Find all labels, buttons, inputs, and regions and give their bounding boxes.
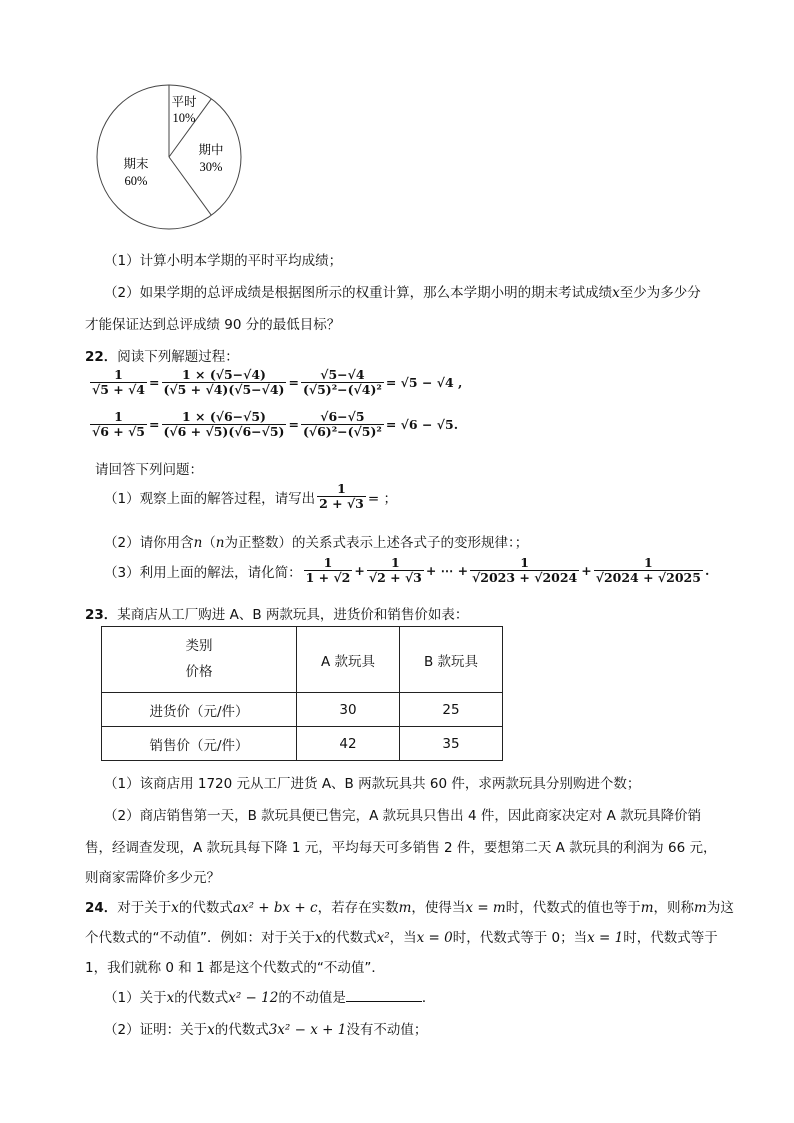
q22-part3-term3: $\frac{1}{√2023 + √2024}$ — [472, 555, 578, 586]
q22-part3-text: （3）利用上面的解法，请化简： — [104, 564, 302, 581]
q21-part1: （1）计算小明本学期的平时平均成绩； — [104, 253, 343, 269]
pie-percent-qimo: 60% — [124, 174, 148, 188]
corner-top-label: 类别 — [185, 637, 213, 654]
q22-part2: （2）请你用含n（n为正整数）的关系式表示上述各式子的变形规律：； — [104, 535, 529, 551]
q22-ask: 请回答下列问题： — [95, 462, 203, 478]
pie-label-qizhong: 期中 — [198, 143, 224, 157]
q21-part2-line1 — [104, 281, 701, 301]
pie-percent-qizhong: 30% — [199, 160, 223, 174]
col-header-a: A 款玩具 — [297, 627, 400, 693]
q22-part3: （3）利用上面的解法，请化简： $\frac{1}{1 + √2}$ + $\frac{1}{√2 + √3}$ + ⋯ + $\frac{1}{√2023 + √2024}$ + $\frac{1}{√2024 + √2025}$ . — [104, 555, 710, 586]
col-header-b: B 款玩具 — [400, 627, 503, 693]
q24-part1: （1）关于x的代数式x² − 12的不动值是 ． — [104, 990, 436, 1006]
q22-heading — [85, 345, 239, 365]
eq1-result: = √5 − √4 , — [385, 375, 463, 391]
q21-part2-line2: 才能保证达到总评成绩 90 分的最低目标？ — [85, 317, 341, 333]
q22-part1-frac: $\frac{1}{2 + √3}$ — [319, 481, 364, 512]
q23-intro: 某商店从工厂购进 A、B 两款玩具，进货价和销售价如表： — [117, 607, 469, 623]
q22-part1-tail: = ； — [367, 490, 397, 507]
q22-number: 22． — [85, 349, 118, 365]
q23-part1: （1）该商店用 1720 元从工厂进货 A、B 两款玩具共 60 件，求两款玩具分别购进个数； — [104, 776, 641, 792]
q22-part1 — [104, 482, 397, 512]
pie-label-pingshi: 平时 — [171, 95, 197, 109]
q24-part2: （2）证明：关于x的代数式3x² − x + 1没有不动值； — [104, 1022, 428, 1038]
q22-part1-text: （1）观察上面的解答过程，请写出 — [104, 490, 316, 507]
q22-part3-term1: $\frac{1}{1 + √2}$ — [305, 555, 351, 586]
q21-var-x: x — [612, 285, 620, 301]
eq1-frac3: $\frac{√5-√4}{\text{(√5)²−(√4)²}}$ — [302, 367, 382, 398]
q22-intro: 阅读下列解题过程： — [117, 349, 239, 365]
table-corner-cell — [102, 627, 297, 693]
q23-part2-line1: （2）商店销售第一天，B 款玩具便已售完，A 款玩具只售出 4 件，因此商家决定对 A 款玩具降价销 — [104, 808, 702, 824]
q23-part2-line2: 售，经调查发现，A 款玩具每下降 1 元，平均每天可多销售 2 件，要想第二天 A 款玩具的利润为 66 元， — [85, 840, 717, 856]
table-row: 销售价（元/件） 42 35 — [102, 727, 503, 761]
answer-blank[interactable] — [346, 988, 422, 1002]
q22-equation-1: $\frac{1}{√5 + √4}$ = $\frac{1 \times (√5-√4)}{(√5 + √4)(√5-√4)}$ = $\frac{√5-√4}{\text{(√5)²−(√4)²}}$ = √5 − √4 , — [92, 367, 463, 398]
q24-line2: 个代数式的“不动值”．例如：对于关于x的代数式x²，当x = 0时，代数式等于 0；当x = 1时，代数式等于 — [85, 930, 718, 946]
eq1-frac1: $\frac{1}{√5 + √4}$ — [92, 367, 146, 398]
pie-percent-pingshi: 10% — [172, 111, 196, 125]
eq2-frac3: $\frac{√6-√5}{\text{(√6)²−(√5)²}}$ — [302, 409, 382, 440]
q21-part2-text-b: 至少为多少分 — [619, 285, 701, 301]
corner-bottom-label: 价格 — [185, 663, 213, 680]
weight-pie-chart — [94, 82, 244, 232]
eq1-frac2: $\frac{1 \times (√5-√4)}{(√5 + √4)(√5-√4)}$ — [163, 367, 285, 398]
q24-number: 24． — [85, 900, 118, 916]
q24-line1: 24．对于关于x的代数式ax² + bx + c，若存在实数m，使得当x = m时，代数式的值也等于m，则称m为这 — [85, 900, 734, 916]
q23-heading — [85, 603, 468, 623]
q23-number: 23． — [85, 607, 118, 623]
q24-line3: 1，我们就称 0 和 1 都是这个代数式的“不动值”． — [85, 960, 385, 976]
q23-part2-line3: 则商家需降价多少元？ — [85, 870, 220, 886]
q22-part3-term4: $\frac{1}{√2024 + √2025}$ — [595, 555, 701, 586]
q21-part2-text-a: （2）如果学期的总评成绩是根据图所示的权重计算，那么本学期小明的期末考试成绩 — [104, 285, 613, 301]
eq2-frac1: $\frac{1}{√6 + √5}$ — [92, 409, 146, 440]
table-row: 进货价（元/件） 30 25 — [102, 693, 503, 727]
eq2-frac2: $\frac{1 \times (√6-√5)}{(√6 + √5)(√6-√5)}$ — [163, 409, 285, 440]
q22-part3-term2: $\frac{1}{√2 + √3}$ — [368, 555, 422, 586]
eq2-result: = √6 − √5. — [385, 417, 459, 433]
pie-label-qimo: 期末 — [123, 157, 149, 171]
q22-equation-2: $\frac{1}{√6 + √5}$ = $\frac{1 \times (√6-√5)}{(√6 + √5)(√6-√5)}$ = $\frac{√6-√5}{\text{(√6)²−(√5)²}}$ = √6 − √5. — [92, 409, 459, 440]
price-table — [101, 626, 503, 761]
